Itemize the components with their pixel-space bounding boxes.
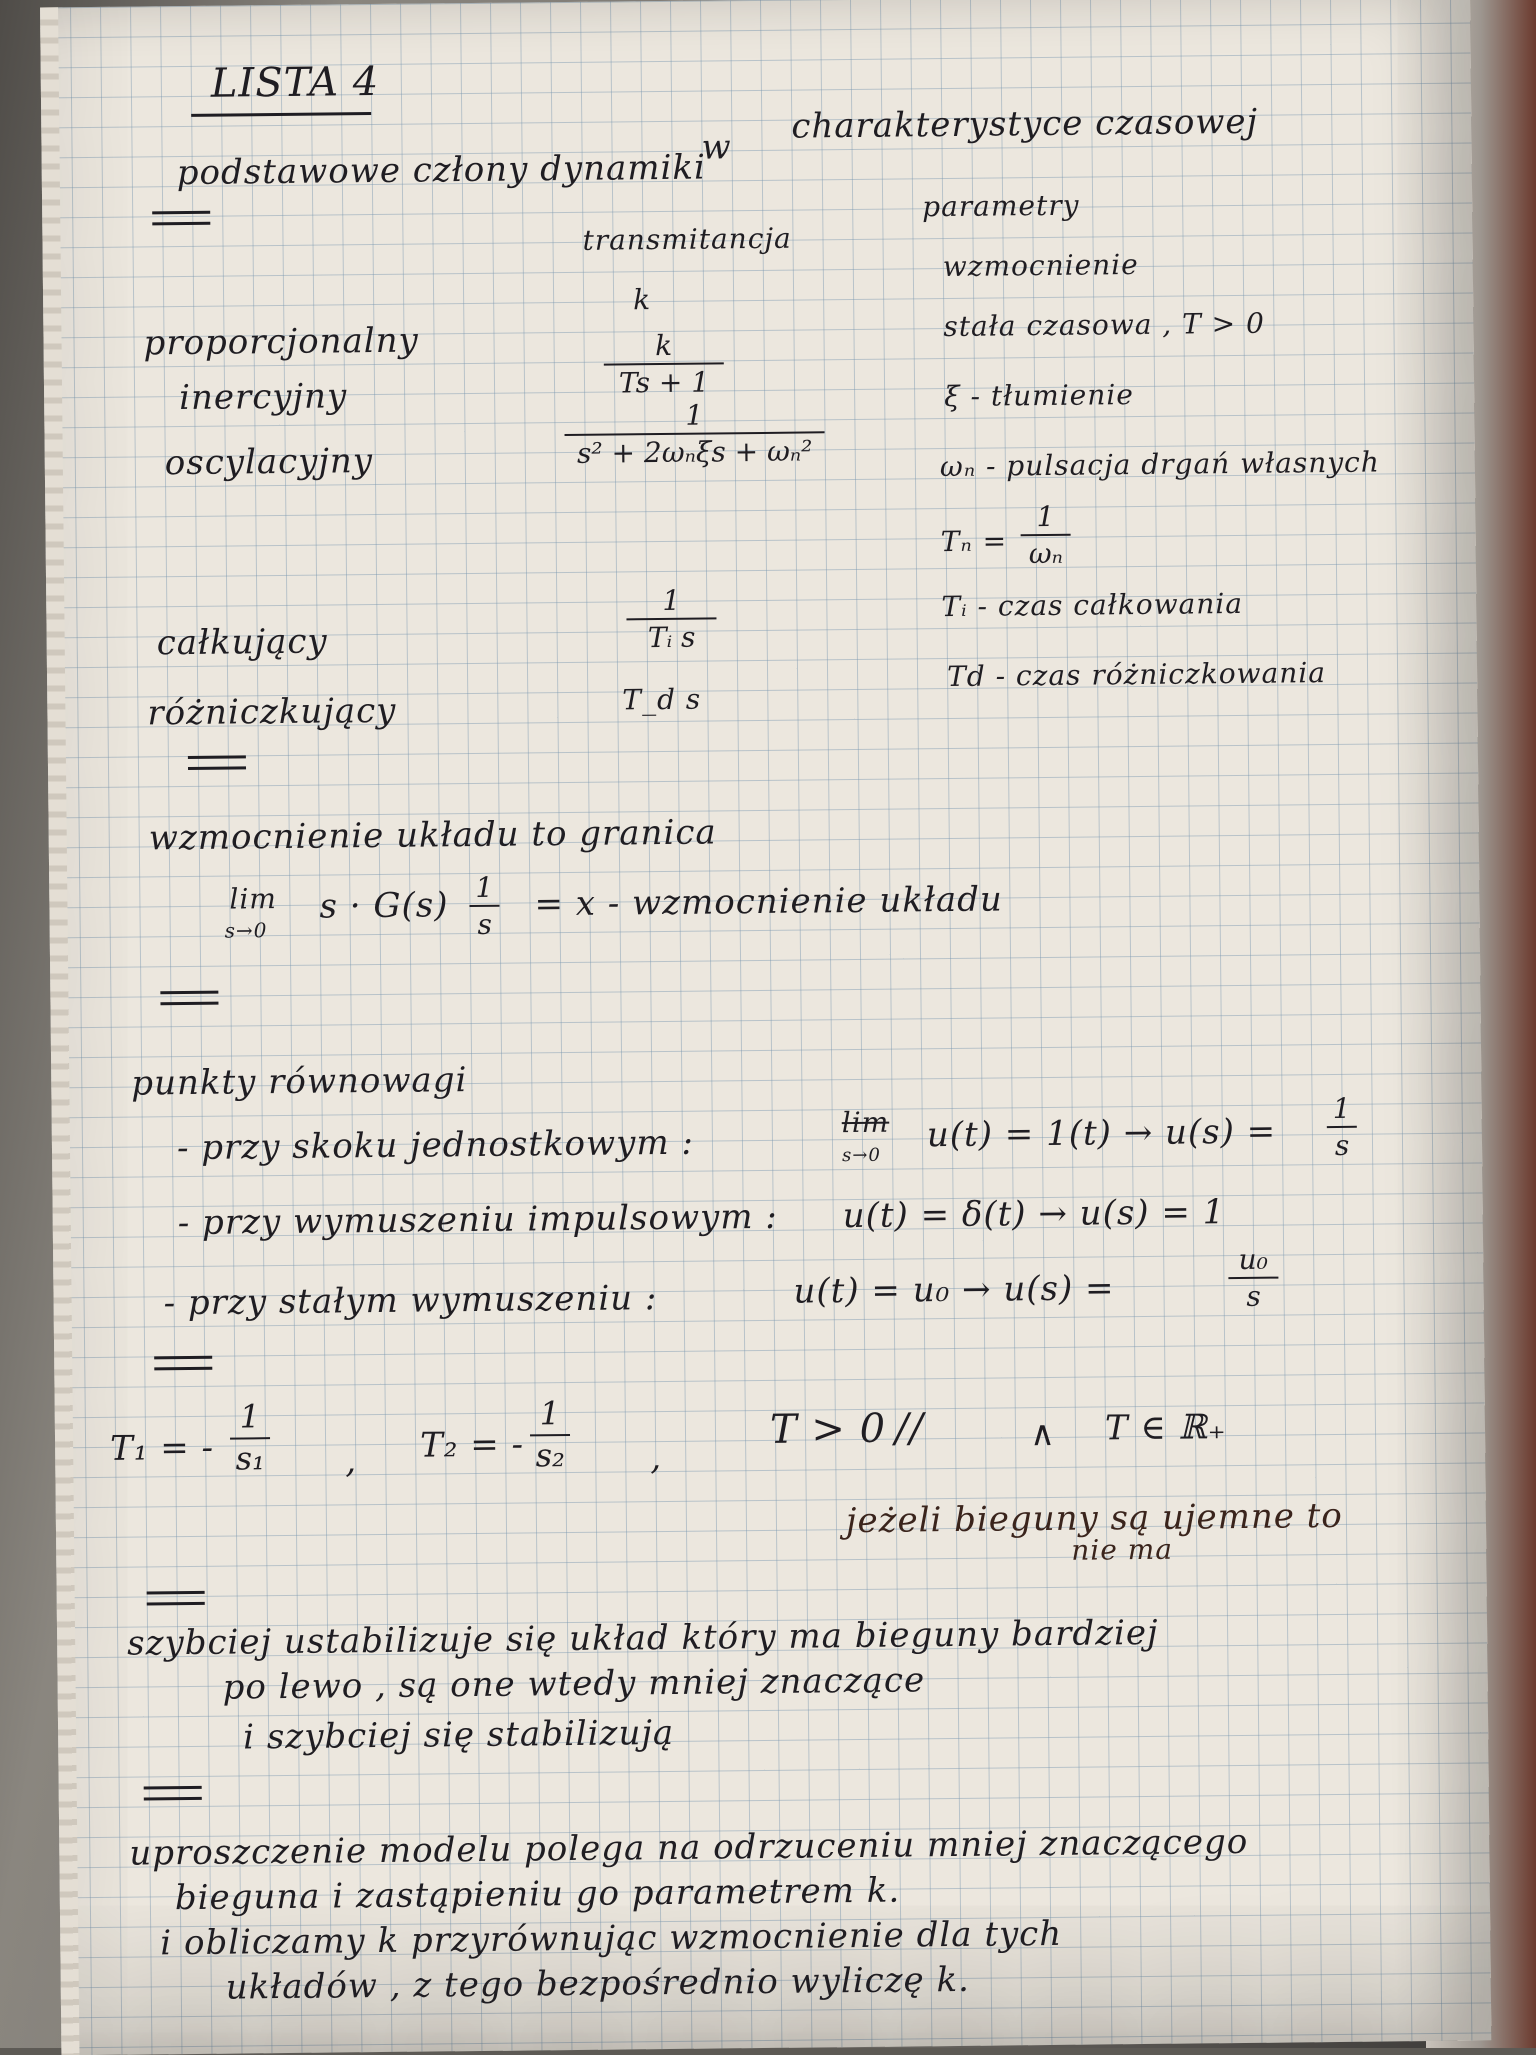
param-tn-den: ωₙ	[1028, 537, 1064, 571]
tf-oscillatory-num: 1	[685, 398, 704, 432]
param-ti: Tᵢ - czas całkowania	[941, 586, 1244, 624]
subtitle-left: podstawowe człony dynamiki	[176, 147, 707, 194]
param-tlumienie: ξ - tłumienie	[943, 378, 1135, 414]
gain-frac-num: 1	[475, 870, 494, 904]
simplification-line-2: bieguna i zastąpieniu go parametrem k.	[174, 1870, 901, 1919]
gain-frac	[469, 870, 500, 942]
title-underline	[191, 112, 371, 117]
simplification-line-4: układów , z tego bezpośrednio wyliczę k.	[225, 1959, 971, 2008]
gain-result: = x - wzmocnienie układu	[534, 879, 1004, 925]
equilibrium-constant-expr: u(t) = u₀ → u(s) =	[793, 1268, 1115, 1312]
t1-num: 1	[239, 1397, 261, 1436]
notebook-page	[40, 0, 1491, 2055]
fraction-bar	[1327, 1126, 1357, 1128]
tf-differentiator: T_d s	[622, 682, 702, 717]
stability-line-2: po lewo , są one wtedy mniej znaczące	[222, 1660, 926, 1708]
gain-lim: lim	[229, 882, 278, 916]
gain-heading: wzmocnienie układu to granica	[148, 812, 717, 859]
tf-oscillatory	[564, 399, 825, 469]
double-underline	[152, 211, 210, 226]
equilibrium-impulse-label: - przy wymuszeniu impulsowym :	[177, 1196, 778, 1244]
double-underline	[147, 1591, 205, 1606]
equilibrium-heading: punkty równowagi	[131, 1060, 468, 1104]
equilibrium-step-num: 1	[1332, 1091, 1351, 1126]
fraction-bar	[1021, 534, 1071, 537]
double-underline	[160, 991, 218, 1006]
gain-frac-den: s	[477, 908, 493, 942]
pole-set: T ∈ ℝ₊	[1104, 1407, 1227, 1449]
tf-proportional: k	[632, 283, 652, 317]
pole-note: jeżeli bieguny są ujemne to	[845, 1495, 1343, 1542]
equilibrium-step-label: - przy skoku jednostkowym :	[176, 1122, 695, 1169]
param-wzmocnienie: wzmocnienie	[942, 247, 1139, 284]
double-underline	[188, 755, 246, 770]
and-symbol: ∧	[1029, 1413, 1057, 1455]
t2-num: 1	[539, 1394, 561, 1433]
equilibrium-constant-num: u₀	[1238, 1242, 1269, 1277]
t2-den: s₂	[535, 1435, 566, 1474]
pole-condition-mark: //	[894, 1405, 925, 1452]
page-title: LISTA 4	[210, 58, 380, 107]
equilibrium-step-expr: u(t) = 1(t) → u(s) =	[926, 1111, 1277, 1156]
param-tn-frac	[1020, 499, 1071, 571]
tf-inertial-num: k	[654, 328, 673, 363]
pole-condition: T > 0	[769, 1405, 887, 1453]
tf-integrator-num: 1	[662, 583, 681, 618]
tf-integrator	[626, 585, 717, 653]
equilibrium-step-den: s	[1334, 1129, 1350, 1163]
param-tn-lhs: Tₙ =	[940, 524, 1008, 559]
element-rozniczkujacy: różniczkujący	[147, 690, 397, 734]
scratched-lim-sub: s→0	[841, 1144, 881, 1167]
tf-inertial	[603, 330, 724, 398]
equilibrium-constant-den: s	[1246, 1280, 1261, 1314]
double-underline	[144, 1786, 202, 1801]
tf-integrator-den: Tᵢ s	[647, 621, 696, 655]
tf-oscillatory-den: s² + 2ωₙξs + ωₙ²	[576, 434, 813, 471]
equilibrium-constant-label: - przy stałym wymuszeniu :	[163, 1278, 658, 1324]
equilibrium-constant-frac	[1228, 1242, 1279, 1314]
element-oscylacyjny: oscylacyjny	[164, 441, 374, 484]
gain-expr: s · G(s)	[319, 885, 449, 927]
param-td: Td - czas różniczkowania	[946, 656, 1327, 694]
element-inercyjny: inercyjny	[178, 376, 348, 419]
fraction-bar	[1228, 1277, 1278, 1280]
equilibrium-impulse-expr: u(t) = δ(t) → u(s) = 1	[842, 1192, 1226, 1237]
tf-inertial-den: Ts + 1	[618, 365, 710, 400]
equilibrium-step-frac	[1326, 1091, 1357, 1163]
t1-den: s₁	[235, 1438, 266, 1478]
t1-frac	[230, 1397, 271, 1478]
stability-line-3: i szybciej się stabilizują	[242, 1712, 675, 1758]
header-parametry: parametry	[922, 188, 1080, 224]
simplification-line-3: i obliczamy k przyrównując wzmocnienie dla tych	[160, 1913, 1063, 1964]
param-pulsacja: ωₙ - pulsacja drgań własnych	[939, 445, 1380, 484]
gain-lim-sub: s→0	[224, 918, 268, 943]
scratched-lim: lim	[841, 1105, 890, 1140]
stability-line-1: szybciej ustabilizuje się układ który ma bieguny bardziej	[126, 1612, 1159, 1664]
subtitle-right: charakterystyce czasowej	[791, 101, 1259, 147]
double-underline	[154, 1356, 212, 1371]
subtitle-mid: w	[701, 127, 732, 168]
element-calkujacy: całkujący	[156, 621, 328, 664]
fraction-bar	[469, 905, 499, 907]
element-proporcjonalny: proporcjonalny	[143, 320, 419, 364]
comma-1: ,	[345, 1441, 358, 1482]
simplification-line-1: uproszczenie modelu polega na odrzuceniu mniej znaczącego	[129, 1821, 1249, 1874]
header-transmitancja: transmitancja	[582, 221, 792, 257]
comma-2: ,	[650, 1438, 663, 1479]
t1-lhs: T₁ = -	[109, 1427, 215, 1469]
t2-lhs: T₂ = -	[419, 1424, 525, 1466]
param-tn-num: 1	[1036, 499, 1055, 534]
param-stala-czasowa: stała czasowa , T > 0	[943, 306, 1266, 344]
pole-note-insert: nie ma	[1071, 1532, 1174, 1567]
t2-frac	[530, 1394, 571, 1474]
